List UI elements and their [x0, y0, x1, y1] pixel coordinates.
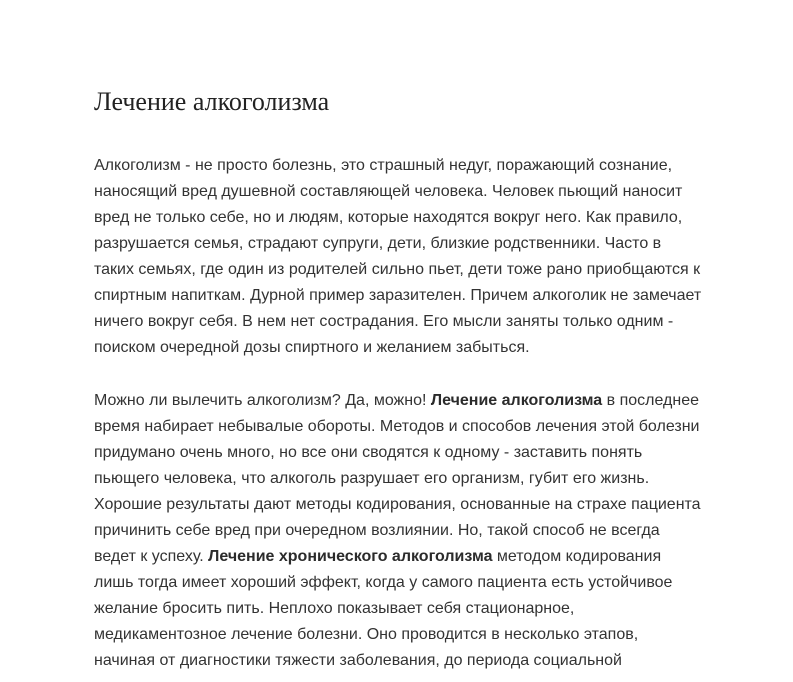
paragraph-treatment-tail: методом кодирования лишь тогда имеет хороший эффект, когда у самого пациента есть устойчивое желание бросить пить. Неплохо показывает себя стационарное, медикаментозное лечение болезни. Оно проводится в несколько этапов, начиная от диагностики тяжести заболевания, до периода социальной	[94, 548, 673, 670]
bold-keyword-chronic-treatment: Лечение хронического алкоголизма	[208, 548, 493, 566]
bold-keyword-treatment: Лечение алкоголизма	[430, 392, 603, 410]
paragraph-treatment-lead: Можно ли вылечить алкоголизм? Да, можно!	[94, 392, 431, 410]
paragraph-treatment-mid: в последнее время набирает небывалые обороты. Методов и способов лечения этой болезни придумано очень много, но все они сводятся к одному - заставить понять пьющего человека, что алкоголь разрушает его организм, губит его жизнь. Хорошие результаты дают методы кодирования, основанные на страхе пациента причинить себе вред при очередном возлиянии. Но, такой способ не всегда ведет к успеху.	[94, 392, 701, 566]
paragraph-intro-text: Алкоголизм - не просто болезнь, это страшный недуг, поражающий сознание, наносящий вред душевной составляющей человека. Человек пьющий наносит вред не только себе, но и людям, которые находятся вокруг него. Как правило, разрушается семья, страдают супруги, дети, близкие родственники. Часто в таких семьях, где один из родителей сильно пьет, дети тоже рано приобщаются к спиртным напиткам. Дурной пример заразителен. Причем алкоголик не замечает ничего вокруг себя. В нем нет сострадания. Его мысли заняты только одним - поиском очередной дозы спиртного и желанием забыться.	[94, 157, 702, 357]
paragraph-treatment	[94, 388, 703, 674]
page-title: Лечение алкоголизма	[94, 87, 330, 116]
paragraph-intro	[94, 153, 703, 361]
